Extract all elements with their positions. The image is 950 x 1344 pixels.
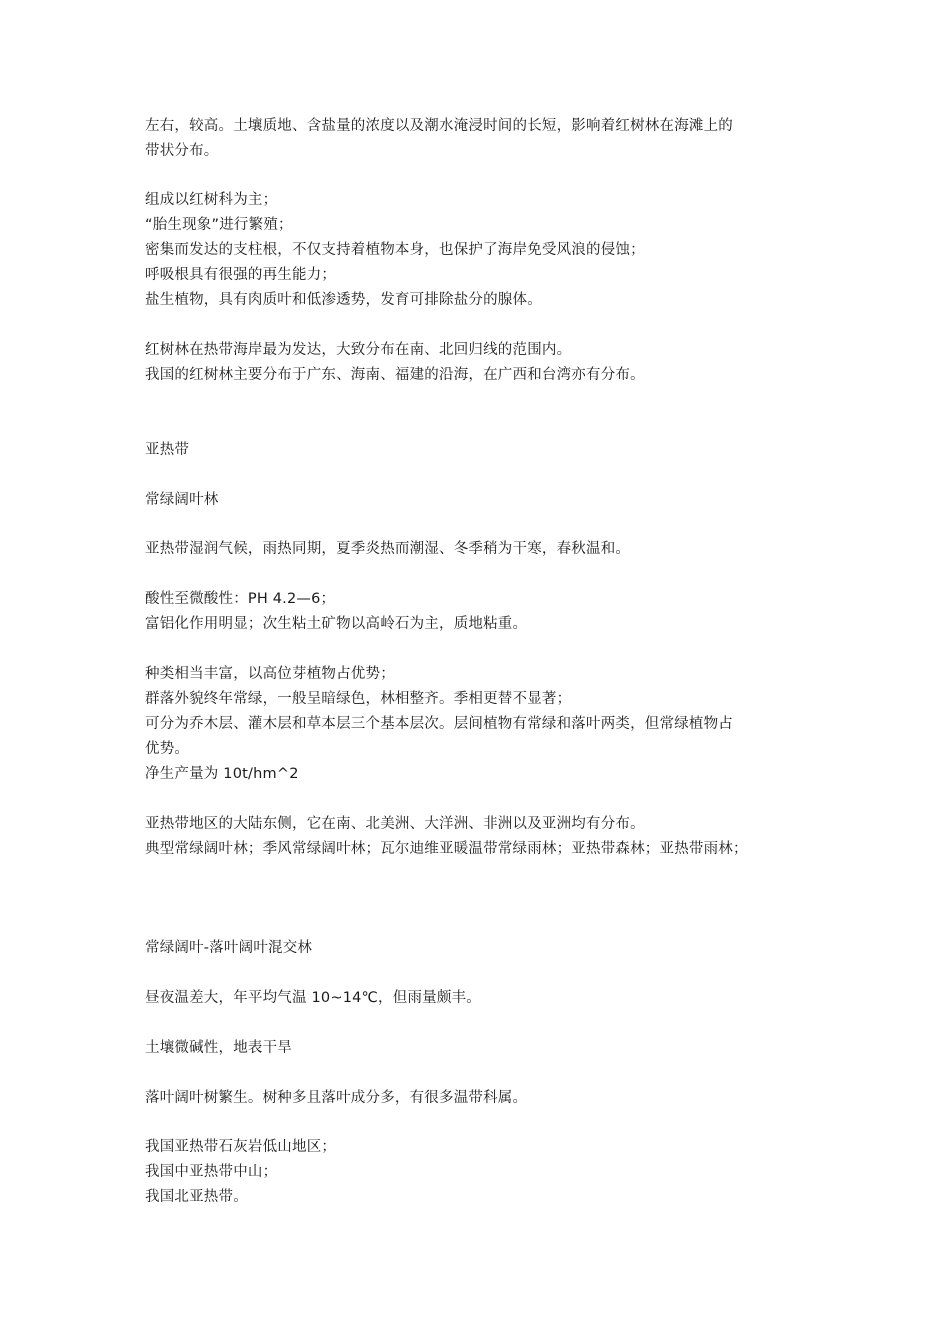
text-line: 群落外貌终年常绿，一般呈暗绿色，林相整齐。季相更替不显著； — [145, 691, 572, 707]
subsection-heading: 常绿阔叶-落叶阔叶混交林 — [145, 940, 313, 956]
text-line: 优势。 — [145, 741, 190, 757]
text-line: “胎生现象”进行繁殖； — [145, 217, 293, 233]
text-line: 我国中亚热带中山； — [145, 1164, 278, 1180]
text-line: 我国北亚热带。 — [145, 1189, 248, 1205]
text-line: 可分为乔木层、灌木层和草本层三个基本层次。层间植物有常绿和落叶两类，但常绿植物占 — [145, 716, 733, 732]
text-line: 我国亚热带石灰岩低山地区； — [145, 1139, 337, 1155]
text-line: 密集而发达的支柱根，不仅支持着植物本身，也保护了海岸免受风浪的侵蚀； — [145, 242, 645, 258]
text-line: 左右，较高。土壤质地、含盐量的浓度以及潮水淹浸时间的长短，影响着红树林在海滩上的 — [145, 118, 733, 134]
text-line: 富铝化作用明显；次生粘土矿物以高岭石为主，质地粘重。 — [145, 616, 528, 632]
text-line: 昼夜温差大，年平均气温 10~14℃，但雨量颇丰。 — [145, 990, 481, 1006]
text-line: 红树林在热带海岸最为发达，大致分布在南、北回归线的范围内。 — [145, 342, 572, 358]
text-line: 组成以红树科为主； — [145, 192, 278, 208]
text-line: 净生产量为 10t/hm^2 — [145, 766, 299, 782]
text-line: 带状分布。 — [145, 143, 219, 159]
text-line: 我国的红树林主要分布于广东、海南、福建的沿海，在广西和台湾亦有分布。 — [145, 367, 645, 383]
text-line: 落叶阔叶树繁生。树种多且落叶成分多，有很多温带科属。 — [145, 1090, 528, 1106]
text-line: 呼吸根具有很强的再生能力； — [145, 267, 337, 283]
subsection-heading: 常绿阔叶林 — [145, 492, 219, 508]
text-line: 亚热带湿润气候，雨热同期，夏季炎热而潮湿、冬季稍为干寒，春秋温和。 — [145, 541, 631, 557]
text-line: 土壤微碱性，地表干旱 — [145, 1040, 292, 1056]
text-line: 酸性至微酸性：PH 4.2—6； — [145, 591, 336, 607]
text-line: 种类相当丰富，以高位芽植物占优势； — [145, 666, 395, 682]
text-line: 典型常绿阔叶林；季风常绿阔叶林；瓦尔迪维亚暖温带常绿雨林；亚热带森林；亚热带雨林； — [145, 841, 748, 857]
text-line: 亚热带地区的大陆东侧，它在南、北美洲、大洋洲、非洲以及亚洲均有分布。 — [145, 816, 645, 832]
section-heading: 亚热带 — [145, 442, 190, 458]
text-line: 盐生植物，具有肉质叶和低渗透势，发育可排除盐分的腺体。 — [145, 292, 542, 308]
